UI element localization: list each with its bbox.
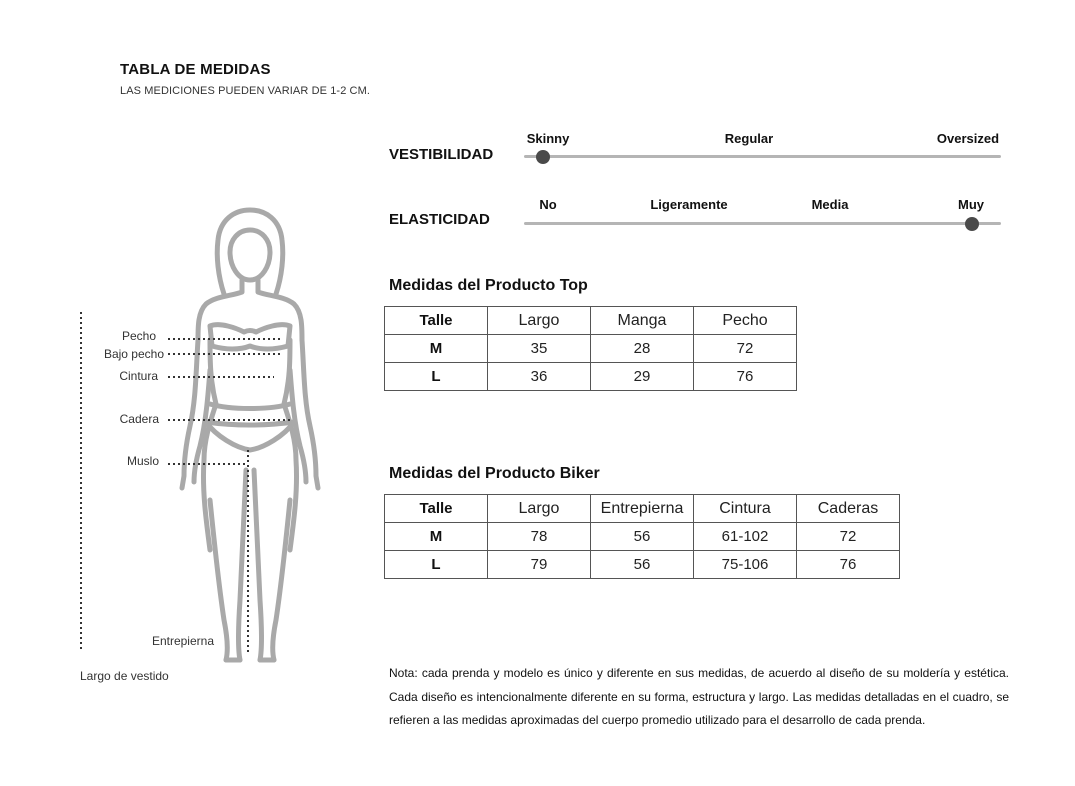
table-header-cell: Caderas (797, 495, 900, 523)
table-cell: 75-106 (694, 551, 797, 579)
table-cell: 72 (797, 523, 900, 551)
table-row (385, 335, 797, 363)
table-row (385, 551, 900, 579)
vestibilidad-track (524, 155, 1001, 158)
elasticidad-option-ligeramente: Ligeramente (650, 197, 728, 212)
table-cell: 28 (591, 335, 694, 363)
table-header-row (385, 495, 900, 523)
table-header-cell: Pecho (694, 307, 797, 335)
table-cell: 36 (488, 363, 591, 391)
table-cell: 56 (591, 551, 694, 579)
table-header-cell: Manga (591, 307, 694, 335)
vestibilidad-option-skinny: Skinny (526, 131, 570, 146)
table-row (385, 523, 900, 551)
elasticidad-indicator (965, 217, 979, 231)
table-cell: 56 (591, 523, 694, 551)
table-header-cell: Largo (488, 495, 591, 523)
table-header-cell: Largo (488, 307, 591, 335)
table-header-cell: Entrepierna (591, 495, 694, 523)
label-entrepierna: Entrepierna (151, 634, 214, 648)
table-cell: L (385, 551, 488, 579)
elasticidad-label: ELASTICIDAD (389, 211, 490, 228)
page-title: TABLA DE MEDIDAS (120, 61, 271, 78)
label-largo-de-vestido: Largo de vestido (80, 669, 169, 683)
table-cell: M (385, 523, 488, 551)
table-header-row (385, 307, 797, 335)
table-cell: M (385, 335, 488, 363)
table-cell: 76 (797, 551, 900, 579)
elasticidad-option-no: No (539, 197, 557, 212)
body-silhouette-figure (60, 200, 360, 690)
table-cell: L (385, 363, 488, 391)
table-header-cell: Talle (385, 307, 488, 335)
vestibilidad-label: VESTIBILIDAD (389, 146, 494, 163)
vestibilidad-option-regular: Regular (724, 131, 774, 146)
top-table-title: Medidas del Producto Top (389, 277, 588, 294)
label-cintura: Cintura (119, 369, 158, 383)
label-cadera: Cadera (119, 412, 159, 426)
table-header-cell: Talle (385, 495, 488, 523)
table-cell: 61-102 (694, 523, 797, 551)
table-row (385, 363, 797, 391)
table-cell: 35 (488, 335, 591, 363)
label-pecho: Pecho (121, 329, 156, 343)
elasticidad-track (524, 222, 1001, 225)
table-cell: 78 (488, 523, 591, 551)
elasticidad-option-media: Media (811, 197, 849, 212)
biker-size-table (384, 494, 900, 579)
table-header-cell: Cintura (694, 495, 797, 523)
page-subtitle: LAS MEDICIONES PUEDEN VARIAR DE 1-2 CM. (120, 85, 371, 97)
biker-table-title: Medidas del Producto Biker (389, 465, 600, 482)
vestibilidad-option-oversized: Oversized (936, 131, 1000, 146)
elasticidad-option-muy: Muy (958, 197, 984, 212)
table-cell: 72 (694, 335, 797, 363)
disclaimer-note: Nota: cada prenda y modelo es único y diferente en sus medidas, de acuerdo al diseño de su moldería y estética. Cada diseño es intencionalmente diferente en su forma, estructura y largo. Las medidas detalladas en el cuadro, se refieren a las medidas aproximadas del cuerpo promedio utilizado para el desarrollo de cada prenda. (389, 666, 1009, 727)
label-muslo: Muslo (126, 454, 159, 468)
table-cell: 79 (488, 551, 591, 579)
table-cell: 29 (591, 363, 694, 391)
vestibilidad-indicator (536, 150, 550, 164)
top-size-table (384, 306, 797, 391)
table-cell: 76 (694, 363, 797, 391)
label-bajo-pecho: Bajo pecho (103, 347, 164, 361)
